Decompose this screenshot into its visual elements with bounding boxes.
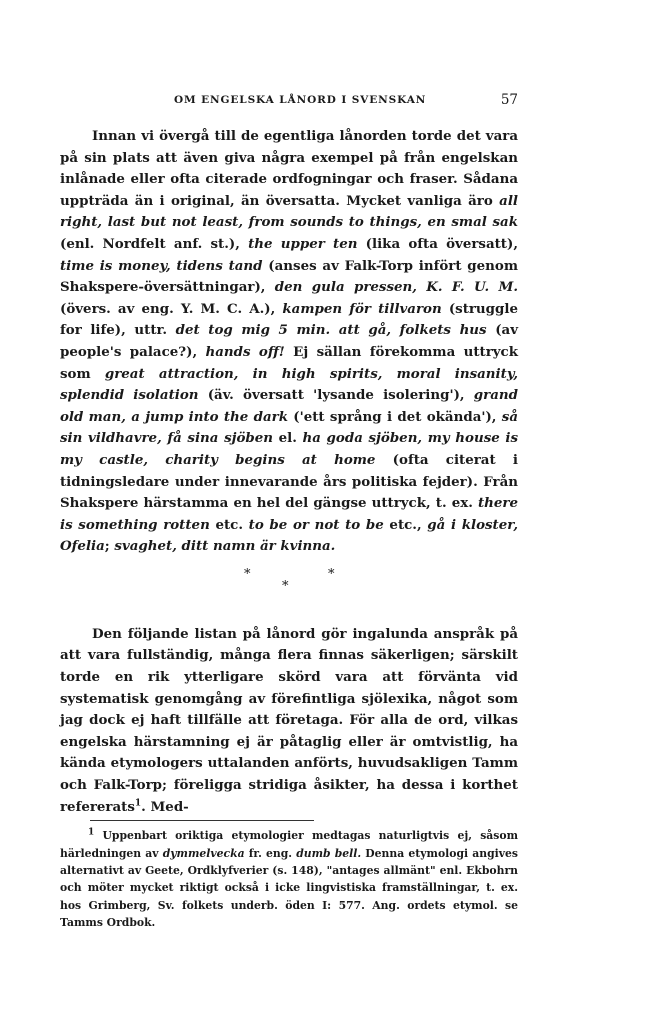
italic-run: hands off! bbox=[205, 343, 285, 360]
italic-run: time is money, tidens tand bbox=[60, 257, 263, 274]
text-run: Innan vi övergå till de egentliga lånorden torde det vara på sin plats att även giva några exempel på från engelskan inlånade eller ofta citerade ordfogningar och fraser. Sådana uppträda än i original, än översatta. Mycket vanliga äro bbox=[60, 128, 518, 209]
running-title: OM ENGELSKA LÅNORD I SVENSKAN bbox=[174, 94, 427, 106]
text-run: (av people's palace?), bbox=[60, 322, 518, 360]
text-run: (struggle for life), uttr. bbox=[60, 300, 519, 339]
italic-run: there is something rotten bbox=[60, 495, 518, 533]
text-run: . Med- bbox=[141, 798, 189, 815]
text-run: Den följande listan på lånord gör ingalunda anspråk på att vara fullständig, många flera finnas säkerligen; särskilt torde en rik ytterligare skörd vara att förvänta vid systematisk genomgång av förefintliga sjölexika, något som jag dock ej haft tillfälle att företaga. För alla de ord, vilkas engelska härstamning ej är påtaglig eller är omtvistlig, ha kända etymologers uttalanden anförts, huvudsakligen Tamm och Falk-Torp; föreligga stridiga åsikter, ha dessa i korthet refererats bbox=[60, 625, 518, 815]
separator-asterisk: * bbox=[282, 578, 289, 594]
page-body bbox=[60, 126, 518, 932]
footnote-mark: 1 bbox=[88, 827, 95, 838]
italic-run: dymmelvecka bbox=[162, 846, 245, 860]
italic-run: great attraction, in high spirits, moral insanity, splendid isolation bbox=[60, 365, 518, 404]
italic-run: svaghet, ditt namn är kvinna. bbox=[114, 538, 336, 555]
italic-run: all right, last but not least, from sounds to things, en smal sak bbox=[60, 192, 518, 231]
text-run: (övers. av eng. Y. M. C. A.), bbox=[60, 300, 283, 317]
text-run: Denna etymologi angives alternativt av Geete, Ordklyfverier (s. 148), "antages allmänt" enl. Ekbohrn och möter mycket riktigt också i icke lingvistiska framställningar, t. ex. hos Grimberg, Sv. folkets underb. öden I: 577. Ang. ordets etymol. se Tamms Ordbok. bbox=[60, 846, 518, 930]
italic-run: the upper ten bbox=[248, 235, 358, 252]
section-separator bbox=[60, 564, 518, 604]
separator-asterisk: * bbox=[244, 566, 251, 582]
separator-asterisk: * bbox=[328, 566, 335, 582]
text-run: (ofta citerat i tidningsledare under innevarande års politiska fejder). Från Shakspere härstamma en hel del gängse uttryck, t. ex. bbox=[60, 451, 518, 512]
italic-run: så sin vildhavre, få sina sjöben bbox=[60, 408, 518, 447]
text-run: Uppenbart oriktiga etymologier medtagas naturligtvis ej, såsom härledningen av bbox=[60, 829, 518, 860]
running-head bbox=[60, 92, 518, 112]
italic-run: to be or not to be bbox=[248, 516, 384, 533]
text-run: etc. bbox=[209, 516, 249, 533]
italic-run: den gula pressen, K. F. U. M. bbox=[274, 279, 518, 296]
footnote-divider bbox=[90, 820, 314, 821]
page-number: 57 bbox=[500, 92, 518, 108]
text-run: Ej sällan förekomma uttryck som bbox=[60, 343, 518, 382]
text-run: el. bbox=[273, 430, 303, 447]
text-run: fr. eng. bbox=[244, 846, 297, 860]
text-run: (enl. Nordfelt anf. st.), bbox=[60, 235, 249, 252]
italic-run: dumb bell. bbox=[296, 846, 362, 860]
text-run: (äv. översatt 'lysande isolering'), bbox=[198, 387, 474, 404]
text-run: ; bbox=[104, 538, 115, 555]
italic-run: ha goda sjöben, my house is my castle, charity begins at home bbox=[60, 430, 518, 468]
text-run: etc., bbox=[383, 516, 428, 533]
text-run: ('ett språng i det okända'), bbox=[287, 408, 502, 425]
paragraph-phrases bbox=[60, 126, 518, 558]
italic-run: gå i kloster, Ofelia bbox=[60, 516, 518, 555]
italic-run: kampen för tillvaron bbox=[282, 300, 442, 317]
text-run: (anses av Falk-Torp infört genom Shakspere-översättningar), bbox=[60, 257, 518, 296]
paragraph-list-intro bbox=[60, 624, 518, 818]
footnote bbox=[60, 827, 518, 931]
italic-run: grand old man, a jump into the dark bbox=[60, 387, 518, 425]
italic-run: det tog mig 5 min. att gå, folkets hus bbox=[175, 322, 487, 339]
footnote-reference[interactable]: 1 bbox=[134, 798, 142, 809]
text-run: (lika ofta översatt), bbox=[357, 235, 518, 252]
